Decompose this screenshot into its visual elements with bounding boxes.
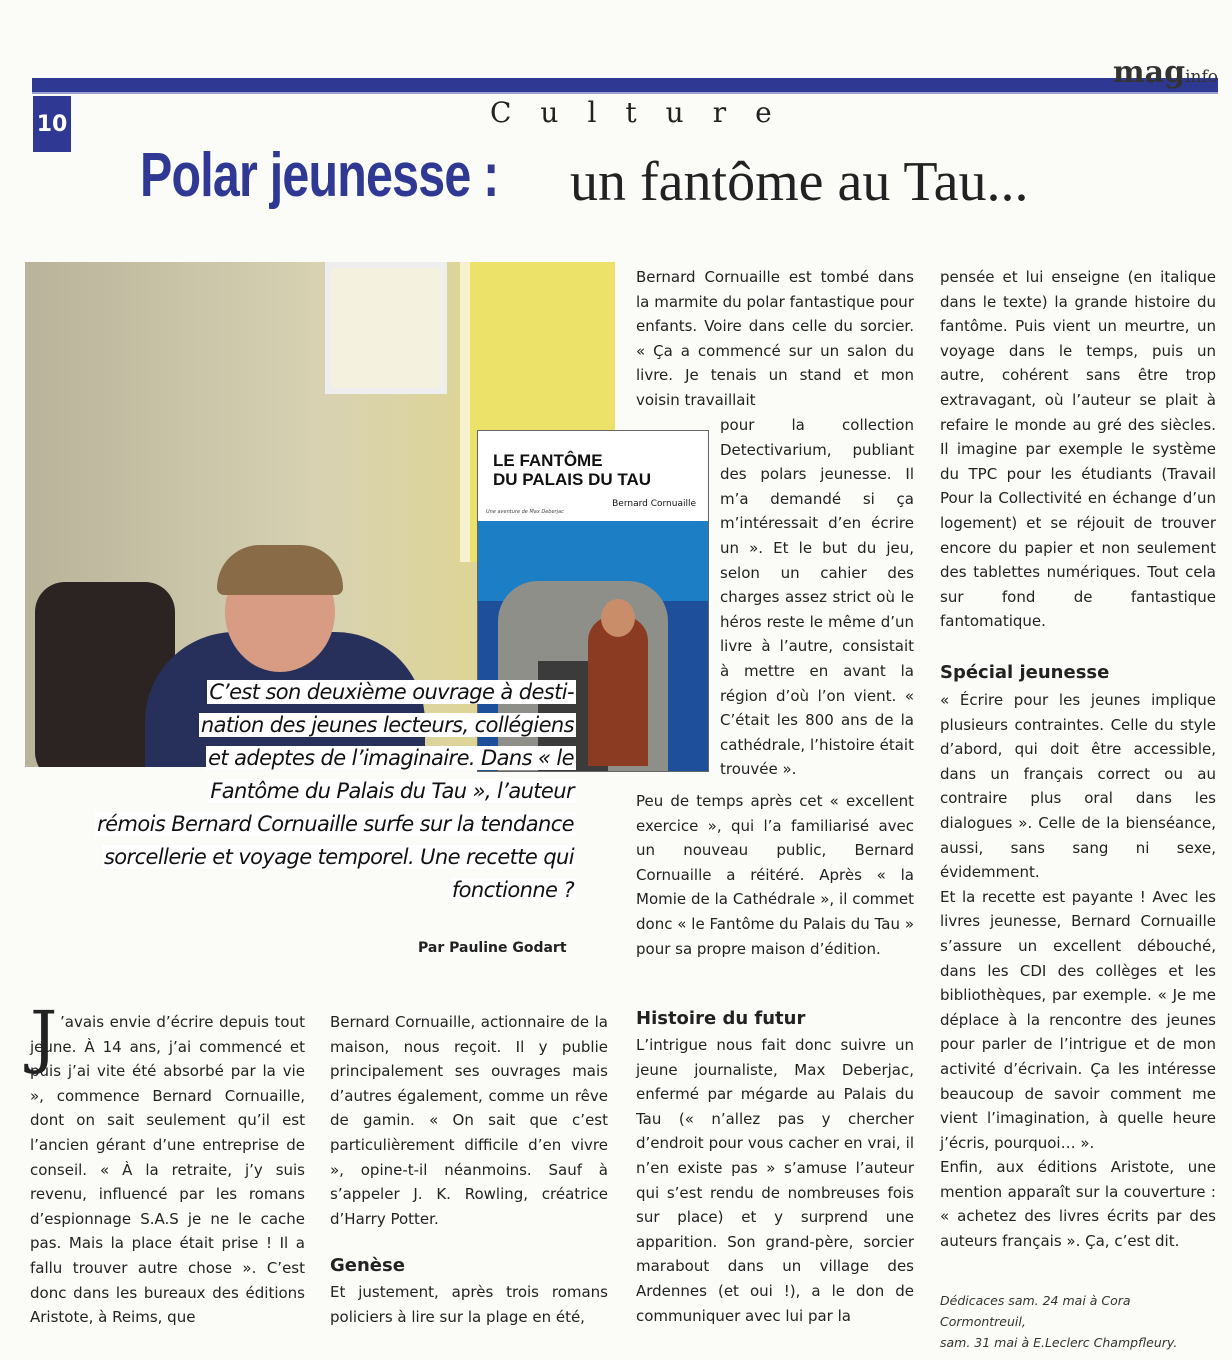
column-4-top: pensée et lui enseigne (en italique dans le texte) la grande histoire du fantôme. Puis vient un meurtre, un voyage dans le temps, puis un autre, cohérent sans être trop extravagant, où l’auteur se plait à refaire le monde au gré des siècles. Il imagine par exemple le système du TPC pour les étudiants (Travail Pour la Collectivité en échange d’un logement) et se réjouit de trouver encore du papier et non seulement des tablettes numériques. Tout cela sur fond de fantastique fantomatique.: [940, 268, 1216, 631]
headline: [140, 140, 1200, 211]
drop-cap: J: [30, 998, 58, 1077]
byline: Par Pauline Godart: [418, 940, 567, 956]
book-author: Bernard Cornuaille: [612, 499, 696, 509]
book-title-line2: DU PALAIS DU TAU: [493, 470, 652, 489]
lede: C’est son deuxième ouvrage à desti- nation des jeunes lecteurs, collégiens et adeptes de l’imaginaire. Dans « le Fantôme du Palais du Tau », l’auteur rémois Bernard Cornuaille surfe sur la tendance sorcellerie et voyage temporel. Une recette qui fonctionne ?: [97, 680, 574, 902]
subheading-genese: Genèse: [330, 1255, 405, 1276]
header-rule: [32, 92, 1218, 94]
column-2-continued: Et justement, après trois romans policiers à lire sur la plage en été,: [330, 1283, 608, 1326]
book-title-line1: LE FANTÔME: [493, 451, 603, 470]
column-3-wrap: pour la collection Detectivarium, publiant des polars jeunesse. Il m’a demandé si ça m’intéressait d’en écrire un ». Et le but du jeu, selon un cahier des charges assez strict où le héros reste le même d’un livre à l’autre, consistait à mettre en avant la région d’où l’on vient. « C’était les 800 ans de la cathédrale, l’histoire était trouvée ».: [720, 416, 914, 779]
header-bar: [32, 78, 1218, 92]
column-2: Bernard Cornuaille, actionnaire de la maison, nous reçoit. Il y publie principalement ses ouvrages mais d’autres également, comme un rêve de gamin. « On sait que c’est particulièrement difficile d’en vivre », opine-t-il néanmoins. Sauf à s’appeler J. K. Rowling, créatrice d’Harry Potter.: [330, 1013, 608, 1228]
headline-bold: Polar jeunesse :: [140, 141, 499, 210]
headline-rest: un fantôme au Tau...: [570, 151, 1029, 213]
subheading-special-jeunesse: Spécial jeunesse: [940, 662, 1110, 683]
brand-logo: maginfo: [1112, 55, 1218, 90]
column-4-bottom: « Écrire pour les jeunes implique plusieurs contraintes. Celle du style d’abord, qui doit être accessible, dans un français correct ou au contraire plus oral dans les dialogues ». Celle de la bienséance, aussi, sans sang ni sexe, évidemment. Et la recette est payante ! Avec les livres jeunesse, Bernard Cornuaille s’assure un excellent débouché, dans les CDI des collèges et les bibliothèques, par exemple. « Je me déplace à la rencontre des jeunes pour parler de l’intrigue et de mon activité d’écrivain. Ça les intéresse beaucoup de savoir comment me vient l’imagination, à quelle heure j’écris, pourquoi… ». Enfin, aux éditions Aristote, une mention apparaît sur la couverture : « achetez des livres écrits par des auteurs français ». Ça, c’est dit.: [940, 691, 1216, 1251]
dedicaces-note: Dédicaces sam. 24 mai à Cora Cormontreuil, sam. 31 mai à E.Leclerc Champfleury.: [940, 1293, 1178, 1350]
page-number: 10: [33, 96, 71, 152]
column-3-bottom: L’intrigue nous fait donc suivre un jeune journaliste, Max Deberjac, enfermé par mégarde au Palais du Tau (« n’allez pas y chercher d’endroit pour vous cacher en vrai, il n’en existe pas » s’amuse l’auteur qui s’est rendu de nombreuses fois sur place) et y surprend une apparition. Son grand-père, sorcier marabout dans un village des Ardennes (et oui !), a le don de communiquer avec lui par la: [636, 1036, 914, 1325]
column-1: ’avais envie d’écrire depuis tout jeune. À 14 ans, j’ai commencé et puis j’ai vite été absorbé par la vie », commence Bernard Cornuaille, dont on sait seulement qu’il est l’ancien gérant d’une entreprise de conseil. « À la retraite, j’y suis revenu, influencé par les romans d’espionnage S.A.S je ne le cache pas. Mais la place était prise ! Il a fallu trouver autre chose ». C’est donc dans les bureaux des éditions Aristote, à Reims, que: [30, 1013, 305, 1327]
column-3-top: Bernard Cornuaille est tombé dans la marmite du polar fantastique pour enfants. Voire dans celle du sorcier. « Ça a commencé sur un salon du livre. Je tenais un stand et mon voisin travaillait: [636, 268, 914, 409]
book-subtitle: Une aventure de Max Deberjac: [486, 509, 564, 515]
section-rubric: Culture: [490, 96, 801, 129]
column-3-middle: Peu de temps après cet « excellent exercice », qui l’a familiarisé avec un nouveau public, Bernard Cornuaille a réitéré. Après « la Momie de la Cathédrale », il commet donc « le Fantôme du Palais du Tau » pour sa propre maison d’édition.: [636, 792, 914, 958]
subheading-histoire-du-futur: Histoire du futur: [636, 1008, 806, 1029]
